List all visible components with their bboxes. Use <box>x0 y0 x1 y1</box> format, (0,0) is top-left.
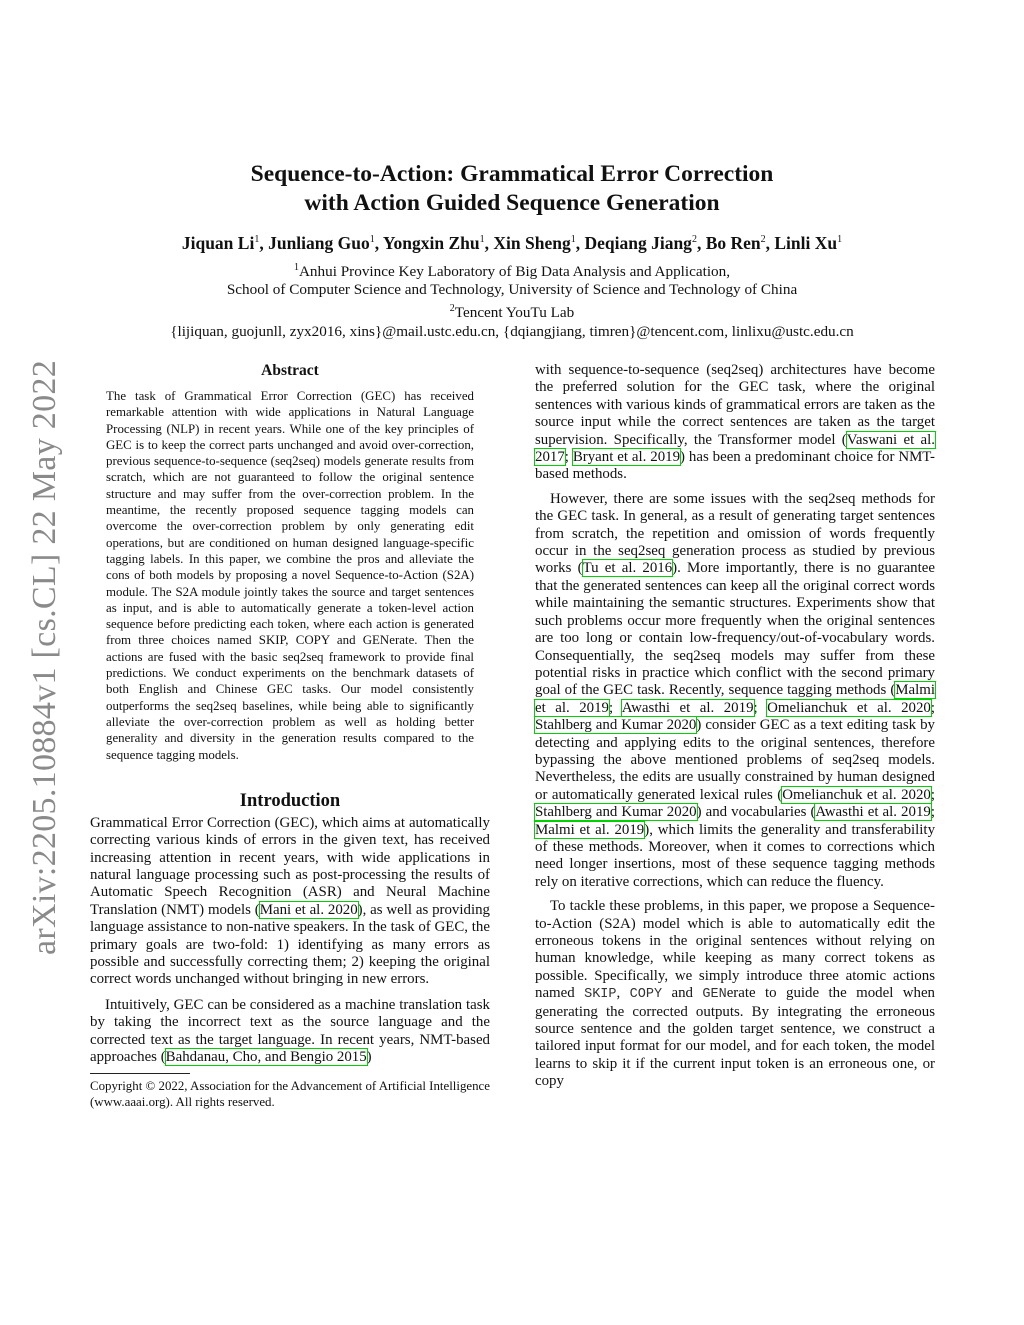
text-run: ) and vocabularies ( <box>696 804 816 821</box>
action-keyword: GEN <box>702 987 727 1003</box>
text-run: , <box>616 985 630 1002</box>
text-run: ). More importantly, there is no guarantee that the generated sentences can keep all the original correct words while maintaining the semantic structures. Experiments show that such problems occur more frequently when the original sentences are too long or contain low-frequency/out-of-vocabulary words. Consequentially, the seq2seq models may suffer from these potential risks in practice which conflict with the second primary goal of the GEC task. Recently, sequence tagging methods ( <box>535 560 935 699</box>
text-run: ) consider GEC as a text editing task by detecting and applying edits to the original sentences, therefore bypassing the above mentioned problems of seq2seq models. Nevertheless, the edits are usually constrained by human designed or automatically generated lexical rules ( <box>535 717 935 803</box>
text-run: and <box>662 985 703 1002</box>
citation-link[interactable]: Tu et al. 2016 <box>582 560 673 577</box>
author-emails: {lijiquan, guojunll, zyx2016, xins}@mail.ustc.edu.cn, {dqiangjiang, timren}@tencent.com, linlixu@ustc.edu.cn <box>170 322 854 340</box>
introduction-heading: Introduction <box>239 790 341 811</box>
text-run: Grammatical Error Correction (GEC), which aims at automatically correcting various kinds of errors in the given text, has received increasing attention in recent years, with wide applications in natural language processing such as post-processing the results of Automatic Speech Recognition (ASR) and Neural Machine Translation (NMT) models ( <box>90 814 490 918</box>
text-run: with sequence-to-sequence (seq2seq) architectures have become the preferred solution for the GEC task, where the original sentences with various kinds of grammatical errors are taken as the source input while the correct sentences are taken as the target supervision. Specifically, the Transformer model ( <box>535 362 935 448</box>
action-keyword: SKIP <box>584 987 617 1003</box>
text-run: ) has been a predominant choice for NMT-based methods. <box>535 449 935 483</box>
footnote-rule <box>90 1073 190 1074</box>
citation-link[interactable]: Awasthi et al. 2019 <box>815 804 931 821</box>
affiliation-1-line-2: School of Computer Science and Technology, University of Science and Technology of China <box>226 281 798 299</box>
citation-link[interactable]: Omelianchuk et al. 2020 <box>782 786 931 803</box>
affiliation-2: $^2$Tencent YouTu Lab <box>449 303 575 322</box>
author-name: Deqiang Jiang <box>584 232 692 253</box>
paper-title-line-2: with Action Guided Sequence Generation <box>304 190 720 216</box>
text-run: ; <box>930 786 936 803</box>
citation-link[interactable]: Omelianchuk et al. 2020 <box>767 699 931 716</box>
right-paragraph-2 <box>535 491 935 891</box>
action-keyword: COPY <box>629 987 663 1003</box>
right-column <box>535 362 935 1091</box>
citation-link[interactable]: Stahlberg and Kumar 2020 <box>535 717 697 734</box>
citation-link[interactable]: Bryant et al. 2019 <box>572 449 681 466</box>
citation-link[interactable]: Malmi et al. 2019 <box>535 682 935 716</box>
intro-paragraph-2 <box>90 997 490 1067</box>
text-run: ; <box>930 804 935 821</box>
author-affiliation-mark: 1 <box>369 234 375 245</box>
text-run: Intuitively, GEC can be considered as a machine translation task by taking the incorrect text as the source language and the corrected text as the target language. In recent years, NMT-based approaches ( <box>90 996 490 1066</box>
text-run: erate to guide the model when generating the corrected outputs. By integrating the erroneous source sentence and the golden target sentence, we construct a tailored input format for our model, and for each token, the model learns to skip it if the current input token is an erroneous one, or copy <box>535 985 935 1090</box>
author-name: Junliang Guo <box>268 232 370 253</box>
text-run: To tackle these problems, in this paper, we propose a Sequence-to-Action (S2A) model which is able to automatically edit the erroneous tokens in the original sentences without relying on human knowledge, while keeping as many correct tokens as possible. Specifically, we simply introduce three atomic actions named <box>535 898 935 1002</box>
text-run: However, there are some issues with the seq2seq methods for the GEC task. In general, as a result of generating target sentences from scratch, the repetition and omission of words frequently occur in the seq2seq generation process as studied by previous works ( <box>535 490 935 577</box>
citation-link[interactable]: Bahdanau, Cho, and Bengio 2015 <box>165 1049 367 1066</box>
text-run: ; <box>753 699 768 716</box>
text-run: ) <box>366 1049 372 1066</box>
text-run: ; <box>930 699 935 716</box>
text-run: ), which limits the generality and transferability of these methods. Moreover, when it comes to corrections which need longer insertions, most of these sequence tagging methods rely on iterative corrections, which can reduce the fluency. <box>535 821 936 890</box>
author-name: Xin Sheng <box>493 232 571 253</box>
citation-link[interactable]: Mani et al. 2020 <box>259 901 358 918</box>
author-name: Bo Ren <box>705 232 761 253</box>
abstract-text: The task of Grammatical Error Correction (GEC) has received remarkable attention with wide applications in Natural Language Processing (NLP) in recent years. While one of the key principles of GEC is to keep the correct parts unchanged and avoid over-correction, previous sequence-to-sequence (seq2seq) models generate results from scratch, which are not guaranteed to follow the original sentence structure and may suffer from the over-correction problem. In the meantime, the recently proposed sequence tagging models can overcome the over-correction problem by only generating edit operations, but are conditioned on human designed language-specific tagging labels. In this paper, we combine the pros and alleviate the cons of both models by proposing a novel Sequence-to-Action (S2A) module. The S2A module jointly takes the source and target sentences as input, and is able to automatically generate a token-level action sequence before predicting each token, where each action is generated from three choices named SKIP, COPY and GENerate. Then the actions are fused with the basic seq2seq framework to provide final predictions. We conduct experiments on the benchmark datasets of both English and Chinese GEC tasks. Our model consistently outperforms the seq2seq baselines, while being able to significantly alleviate the over-correction problem as well as holding better generality and diversity in the generation results compared to the sequence tagging models. <box>106 389 474 762</box>
author-affiliation-mark: 2 <box>760 234 766 245</box>
citation-link[interactable]: Stahlberg and Kumar 2020 <box>535 804 697 821</box>
author-affiliation-mark: 1 <box>837 234 843 245</box>
text-run: ; <box>564 449 573 466</box>
author-name: Yongxin Zhu <box>382 232 480 253</box>
text-run: ; <box>608 699 622 716</box>
title-block <box>90 160 934 341</box>
author-affiliation-mark: 1 <box>254 234 260 245</box>
abstract-heading: Abstract <box>261 362 319 379</box>
author-affiliation-mark: 1 <box>570 234 576 245</box>
author-name: Linli Xu <box>774 232 838 253</box>
author-name: Jiquan Li <box>181 232 255 253</box>
intro-paragraph-1 <box>90 815 490 989</box>
right-paragraph-3 <box>535 898 935 1090</box>
affiliation-1-line-1: $^1$Anhui Province Key Laboratory of Big Data Analysis and Application, <box>293 261 731 280</box>
text-run: ), as well as providing language assistance to non-native speakers. In the task of GEC, the primary goals are two-fold: 1) identifying as many errors as possible and successfully correcting them; 2) keeping the original correct words unchanged without bringing in new errors. <box>90 901 490 988</box>
paper-title-line-1: Sequence-to-Action: Grammatical Error Correction <box>250 161 774 187</box>
left-column <box>90 362 490 1110</box>
citation-link[interactable]: Awasthi et al. 2019 <box>621 699 754 716</box>
author-affiliation-mark: 2 <box>691 234 697 245</box>
citation-link[interactable]: Malmi et al. 2019 <box>535 821 645 838</box>
citation-link[interactable]: Vaswani et al. 2017 <box>535 431 935 466</box>
copyright-notice: Copyright © 2022, Association for the Advancement of Artificial Intelligence (www.aaai.org). All rights reserved. <box>90 1078 490 1109</box>
arxiv-identifier: arXiv:2205.10884v1 [cs.CL] 22 May 2022 <box>26 360 63 955</box>
right-paragraph-1 <box>535 362 935 484</box>
author-list: Jiquan Li$^1$, Junliang Guo$^1$, Yongxin Zhu$^1$, Xin Sheng$^1$, Deqiang Jiang$^2$, Bo Ren$^2$, Linli Xu$^1$ <box>181 232 843 253</box>
author-affiliation-mark: 1 <box>479 234 485 245</box>
